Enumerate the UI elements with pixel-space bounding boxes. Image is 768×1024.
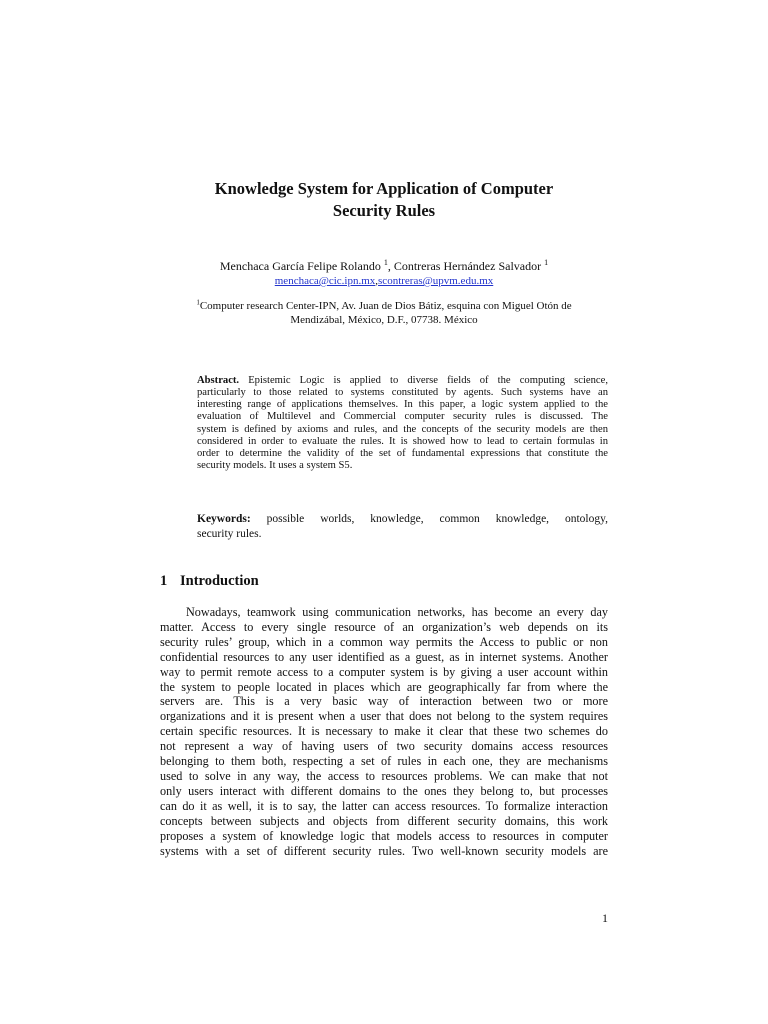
abstract-line: system is defined by axioms and rules, and the concepts of the security models are then — [197, 423, 608, 435]
author-2: , Contreras Hernández Salvador — [387, 259, 545, 273]
author-emails — [140, 274, 628, 288]
keywords-label: Keywords: — [197, 513, 251, 525]
keywords — [197, 512, 608, 542]
body-line: proposes a system of knowledge logic that models access to resources in computer — [160, 828, 608, 843]
abstract-line: order to determine the validity of the set of fundamental expressions that constitute the — [197, 447, 608, 459]
body-line: organizations and it is present when a user that does not belong to the system requires — [160, 709, 608, 724]
body-paragraph — [160, 605, 608, 858]
body-line: used to solve in any way, the access to resources problems. We can make that not — [160, 768, 608, 783]
title-line-2: Security Rules — [332, 201, 436, 220]
page-number: 1 — [602, 911, 608, 925]
body-line: belonging to them both, respecting a set of rules in each one, they are mechanisms — [160, 754, 608, 769]
email-separator: , — [375, 275, 379, 287]
body-line: concepts between subjects and objects from different security domains, this work — [160, 813, 608, 828]
body-line: can do it as well, it is to say, the latter can access resources. To formalize interaction — [160, 798, 608, 813]
body-line: Nowadays, teamwork using communication networks, has become an every day — [160, 605, 608, 619]
body-line: security rules’ group, which in a common way permits the Access to public or non — [160, 634, 608, 649]
email-link-2[interactable]: scontreras@upvm.edu.mx — [378, 275, 494, 287]
keywords-text-1: possible worlds, knowledge, common knowledge, ontology, — [250, 513, 608, 525]
email-link-1[interactable]: menchaca@cic.ipn.mx — [274, 275, 376, 287]
paper-title — [160, 178, 608, 222]
affiliation-text-1: Computer research Center-IPN, Av. Juan de Dios Bátiz, esquina con Miguel Otón de — [199, 300, 572, 312]
abstract-line: interesting range of applications themselves. In this paper, a logic system applied to the — [197, 399, 608, 411]
body-line: certain specific resources. It is necessary to make it clear that these two schemes do — [160, 724, 608, 739]
author-2-affil-mark: 1 — [544, 258, 549, 267]
body-line: systems with a set of different security rules. Two well-known security models are — [160, 843, 608, 858]
body-line: matter. Access to every single resource of an organization’s web depends on its — [160, 619, 608, 634]
affiliation-mark: 1 — [196, 298, 200, 307]
body-line: only users interact with different domains to the ones they belong to, but processes — [160, 783, 608, 798]
abstract — [197, 375, 608, 472]
body-line: not represent a way of having users of two security domains access resources — [160, 739, 608, 754]
keywords-line-2: security rules. — [197, 528, 262, 540]
body-line: confidential resources to any user identified as a guest, as in internet systems. Another — [160, 649, 608, 664]
section-heading — [160, 572, 608, 590]
abstract-line: evaluation of Multilevel and Commercial computer security rules is discussed. The — [197, 411, 608, 423]
abstract-line: particularly to those related to systems constituted by agents. Such systems have an — [197, 387, 608, 399]
author-1: Menchaca García Felipe Rolando — [219, 259, 384, 273]
affiliation-line-2: Mendizábal, México, D.F., 07738. México — [290, 313, 478, 326]
author-1-affil-mark: 1 — [383, 258, 388, 267]
body-line: way to permit remote access to a computer system is by giving a user account within — [160, 664, 608, 679]
abstract-line: considered in order to evaluate the rules. It is showed how to lead to certain formulas in — [197, 435, 608, 447]
section-number: 1 — [160, 573, 168, 589]
affiliation — [170, 300, 598, 327]
abstract-line — [197, 375, 608, 387]
body-line: the system to people located in places which are geographically far from where the — [160, 679, 608, 694]
abstract-text-0: Epistemic Logic is applied to diverse fields of the computing science, — [239, 375, 608, 386]
body-line: servers are. This is a very basic way of interaction between two or more — [160, 694, 608, 709]
abstract-line: security models. It uses a system S5. — [197, 460, 353, 472]
title-line-1: Knowledge System for Application of Computer — [214, 179, 554, 198]
section-title: Introduction — [180, 573, 259, 589]
author-list — [140, 259, 628, 274]
abstract-label: Abstract. — [197, 375, 240, 386]
affiliation-line-1 — [170, 300, 598, 314]
keywords-line-1 — [197, 512, 608, 527]
